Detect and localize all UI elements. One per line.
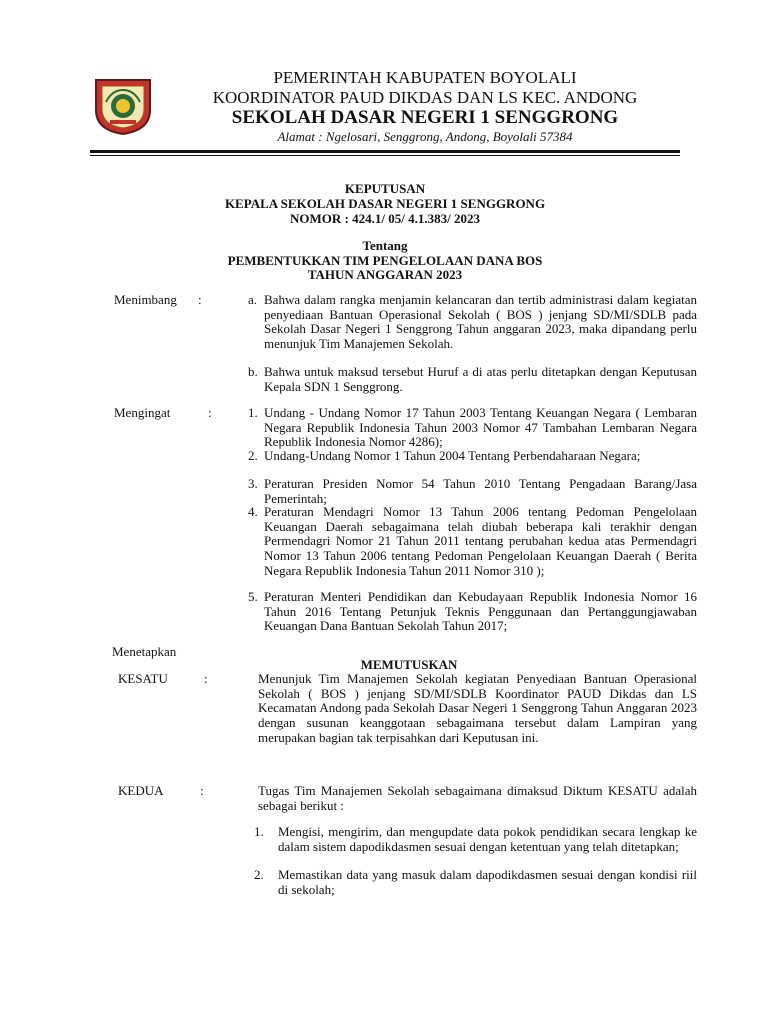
section-colon-kesatu: :	[204, 671, 208, 686]
mengingat-item-3-text: Peraturan Presiden Nomor 54 Tahun 2010 Tentang Pengadaan Barang/Jasa Pemerintah;	[264, 476, 697, 506]
kesatu-text: Menunjuk Tim Manajemen Sekolah kegiatan Penyediaan Bantuan Operasional Sekolah ( BOS ) jenjang SD/MI/SDLB Koordinator PAUD Dikdas dan LS Kecamatan Andong pada Sekolah Dasar Negeri 1 Senggrong Tahun Anggaran 2023 dengan susunan keanggotaan sebagaimana tersebut dalam Lampiran yang merupakan bagian tak terpisahkan dari Keputusan ini.	[258, 671, 697, 745]
section-colon-mengingat: :	[208, 405, 212, 420]
kedua-item-2-marker: 2.	[254, 867, 264, 882]
section-label-menimbang: Menimbang	[114, 292, 177, 307]
mengingat-item-5-marker: 5.	[248, 589, 258, 604]
section-colon-menimbang: :	[198, 292, 202, 307]
decree-issuer: KEPALA SEKOLAH DASAR NEGERI 1 SENGGRONG	[224, 196, 546, 211]
kedua-text: Tugas Tim Manajemen Sekolah sebagaimana dimaksud Diktum KESATU adalah sebagai berikut :	[258, 783, 697, 813]
mengingat-item-3-marker: 3.	[248, 476, 258, 491]
mengingat-item-2-text: Undang-Undang Nomor 1 Tahun 2004 Tentang Perbendaharaan Negara;	[264, 448, 641, 463]
kedua-item-1-marker: 1.	[254, 824, 264, 839]
memutuskan-heading: MEMUTUSKAN	[360, 657, 458, 672]
kedua-item-1-text: Mengisi, mengirim, dan mengupdate data pokok pendidikan secara lengkap ke dalam sistem dapodikdasmen sesuai dengan ketentuan yang telah ditetapkan;	[278, 824, 697, 854]
section-label-menetapkan: Menetapkan	[112, 644, 177, 659]
decree-number: NOMOR : 424.1/ 05/ 4.1.383/ 2023	[290, 211, 480, 226]
menimbang-item-a-text: Bahwa dalam rangka menjamin kelancaran dan tertib administrasi dalam kegiatan penyediaan Bantuan Operasional Sekolah ( BOS ) jenjang SD/MI/SDLB pada Sekolah Dasar Negeri 1 Senggrong Tahun anggaran 2023, maka dipandang perlu menunjuk Tim Manajemen Sekolah.	[264, 292, 697, 352]
decree-subject-line1: PEMBENTUKKAN TIM PENGELOLAAN DANA BOS	[227, 253, 543, 268]
menimbang-item-a-marker: a.	[248, 292, 258, 307]
menimbang-item-b-marker: b.	[248, 364, 258, 379]
mengingat-item-4-text: Peraturan Mendagri Nomor 13 Tahun 2006 tentang Pedoman Pengelolaan Keuangan Daerah sebagaimana telah diubah beberapa kali terakhir dengan Permendagri Nomor 21 Tahun 2011 tentang perubahan kedua atas Permendagri Nomor 13 Tahun 2006 tentang Pedoman Pengelolaan Keuangan Daerah ( Berita Negara Republik Indonesia Tahun 2011 Nomor 310 );	[264, 504, 697, 578]
section-colon-kedua: :	[200, 783, 204, 798]
mengingat-item-2-marker: 2.	[248, 448, 258, 463]
section-label-mengingat: Mengingat	[114, 405, 171, 420]
menimbang-item-b-text: Bahwa untuk maksud tersebut Huruf a di atas perlu ditetapkan dengan Keputusan Kepala SDN 1 Senggrong.	[264, 364, 697, 394]
letterhead-government: PEMERINTAH KABUPATEN BOYOLALI	[273, 68, 577, 87]
kedua-item-2-text: Memastikan data yang masuk dalam dapodikdasmen sesuai dengan kondisi riil di sekolah;	[278, 867, 697, 897]
mengingat-item-1-text: Undang - Undang Nomor 17 Tahun 2003 Tentang Keuangan Negara ( Lembaran Negara Republik Indonesia Tahun 2003 Nomor 47 Tambahan Lembaran Negara Republik Indonesia Nomor 4286);	[264, 405, 697, 450]
letterhead-school-name: SEKOLAH DASAR NEGERI 1 SENGGRONG	[231, 107, 619, 128]
letterhead-address: Alamat : Ngelosari, Senggrong, Andong, Boyolali 57384	[277, 129, 573, 144]
decree-about: Tentang	[362, 238, 408, 253]
mengingat-item-5-text: Peraturan Menteri Pendidikan dan Kebudayaan Republik Indonesia Nomor 16 Tahun 2016 Tentang Petunjuk Teknis Penggunaan dan Pertanggungjawaban Keuangan Dana Bantuan Sekolah Tahun 2017;	[264, 589, 697, 634]
letterhead-divider-thick	[90, 150, 680, 153]
mengingat-item-4-marker: 4.	[248, 504, 258, 519]
regency-crest-logo	[92, 76, 154, 136]
letterhead-divider-thin	[90, 155, 680, 156]
section-label-kedua: KEDUA	[118, 783, 164, 798]
letterhead-coordinator: KOORDINATOR PAUD DIKDAS DAN LS KEC. ANDONG	[212, 88, 638, 107]
section-label-kesatu: KESATU	[118, 671, 168, 686]
mengingat-item-1-marker: 1.	[248, 405, 258, 420]
decree-subject-line2: TAHUN ANGGARAN 2023	[307, 267, 463, 282]
decree-title: KEPUTUSAN	[344, 181, 426, 196]
